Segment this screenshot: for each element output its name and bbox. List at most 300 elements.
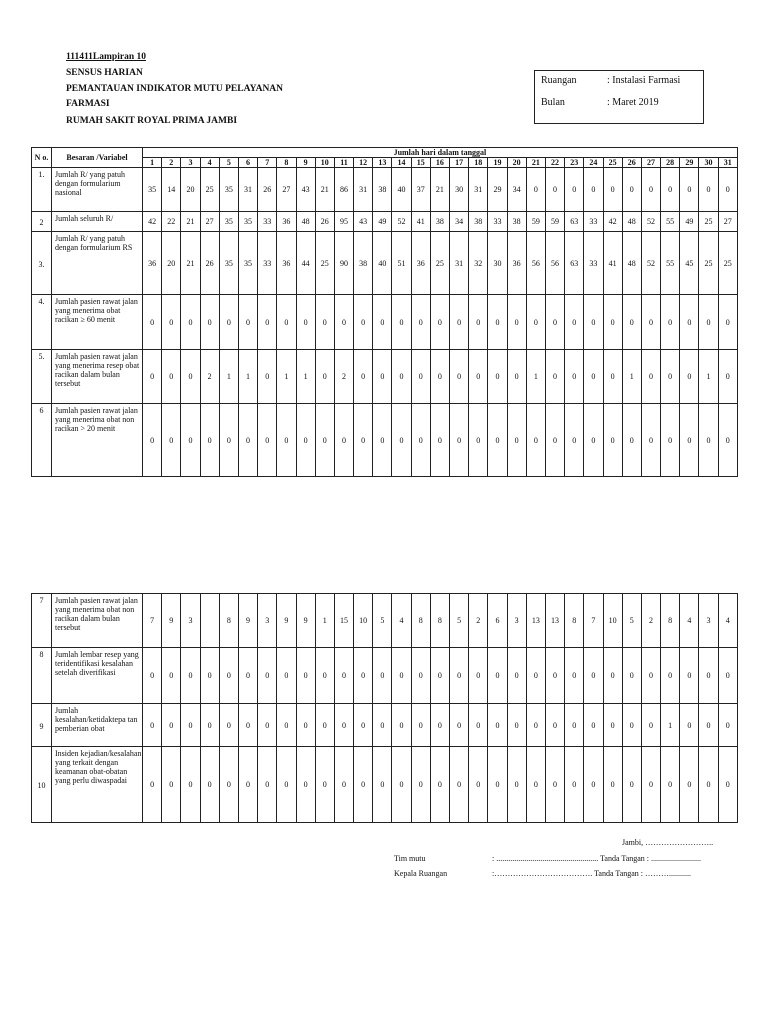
day-value-cell: 0 — [219, 747, 238, 823]
census-table-part2 — [31, 593, 738, 823]
day-value-cell: 0 — [373, 350, 392, 404]
table-row — [32, 350, 738, 404]
day-value-cell: 59 — [526, 212, 545, 232]
day-value-cell: 0 — [373, 704, 392, 747]
variable-label: Jumlah R/ yang patuh dengan formularium nasional — [52, 168, 143, 212]
day-value-cell: 0 — [430, 295, 449, 350]
day-value-cell: 0 — [680, 404, 699, 477]
day-header-17: 17 — [450, 158, 469, 168]
day-value-cell: 0 — [411, 704, 430, 747]
day-value-cell: 0 — [334, 747, 353, 823]
day-value-cell: 0 — [565, 404, 584, 477]
day-value-cell: 26 — [258, 168, 277, 212]
variable-label: Jumlah lembar resep yang teridentifikasi kesalahan setelah diverifikasi — [52, 648, 143, 704]
day-header-27: 27 — [641, 158, 660, 168]
day-value-cell: 0 — [469, 747, 488, 823]
table-row — [32, 594, 738, 648]
day-value-cell: 0 — [162, 648, 181, 704]
day-value-cell: 0 — [277, 404, 296, 477]
day-header-30: 30 — [699, 158, 718, 168]
day-value-cell: 0 — [354, 648, 373, 704]
day-value-cell: 0 — [450, 350, 469, 404]
day-value-cell: 0 — [181, 350, 200, 404]
day-header-6: 6 — [238, 158, 257, 168]
day-value-cell: 0 — [354, 704, 373, 747]
day-value-cell: 86 — [334, 168, 353, 212]
day-value-cell: 0 — [219, 404, 238, 477]
day-value-cell: 32 — [469, 232, 488, 295]
day-value-cell: 3 — [181, 594, 200, 648]
day-value-cell: 0 — [603, 295, 622, 350]
day-value-cell: 9 — [238, 594, 257, 648]
day-value-cell: 0 — [603, 404, 622, 477]
table-row — [32, 168, 738, 212]
day-header-31: 31 — [718, 158, 737, 168]
table-row — [32, 704, 738, 747]
day-value-cell: 33 — [258, 212, 277, 232]
room-info-box — [534, 70, 704, 124]
day-value-cell: 55 — [661, 232, 680, 295]
table-row — [32, 212, 738, 232]
day-value-cell: 0 — [181, 295, 200, 350]
day-value-cell: 0 — [334, 295, 353, 350]
day-value-cell: 49 — [680, 212, 699, 232]
day-value-cell: 0 — [699, 404, 718, 477]
day-value-cell: 0 — [258, 404, 277, 477]
day-header-29: 29 — [680, 158, 699, 168]
variable-label: Jumlah pasien rawat jalan yang menerima obat racikan ≥ 60 menit — [52, 295, 143, 350]
day-value-cell: 5 — [373, 594, 392, 648]
day-value-cell: 0 — [296, 648, 315, 704]
day-value-cell: 0 — [488, 648, 507, 704]
variable-label: Insiden kejadian/kesalahan yang terkait dengan keamanan obat-obatan yang perlu diwaspadai — [52, 747, 143, 823]
day-value-cell: 4 — [680, 594, 699, 648]
hospital-name: RUMAH SAKIT ROYAL PRIMA JAMBI — [66, 116, 238, 126]
day-value-cell: 95 — [334, 212, 353, 232]
day-header-26: 26 — [622, 158, 641, 168]
row-number: 3. — [32, 232, 52, 295]
day-value-cell: 0 — [373, 295, 392, 350]
day-value-cell: 27 — [200, 212, 219, 232]
head-of-room-label: Kepala Ruangan — [394, 869, 448, 878]
day-value-cell: 0 — [641, 648, 660, 704]
day-value-cell: 0 — [354, 747, 373, 823]
day-value-cell: 38 — [507, 212, 526, 232]
day-value-cell: 0 — [277, 648, 296, 704]
day-value-cell: 25 — [430, 232, 449, 295]
day-value-cell: 0 — [545, 350, 564, 404]
day-value-cell: 31 — [469, 168, 488, 212]
day-value-cell: 0 — [373, 404, 392, 477]
day-value-cell: 0 — [545, 168, 564, 212]
day-value-cell: 33 — [258, 232, 277, 295]
day-value-cell: 0 — [430, 404, 449, 477]
day-value-cell: 8 — [219, 594, 238, 648]
day-value-cell: 0 — [219, 648, 238, 704]
document-title-line1: SENSUS HARIAN — [66, 68, 143, 78]
day-value-cell: 35 — [238, 232, 257, 295]
day-header-24: 24 — [584, 158, 603, 168]
day-value-cell: 29 — [488, 168, 507, 212]
day-value-cell: 40 — [373, 232, 392, 295]
day-value-cell: 0 — [354, 404, 373, 477]
day-header-14: 14 — [392, 158, 411, 168]
day-value-cell: 0 — [718, 404, 737, 477]
table-row — [32, 232, 738, 295]
row-number: 5. — [32, 350, 52, 404]
day-value-cell: 1 — [238, 350, 257, 404]
day-value-cell: 0 — [354, 295, 373, 350]
day-value-cell: 0 — [238, 648, 257, 704]
variable-header: Besaran /Variabel — [52, 148, 143, 168]
day-header-1: 1 — [143, 158, 162, 168]
day-value-cell: 0 — [603, 168, 622, 212]
day-value-cell: 1 — [277, 350, 296, 404]
day-value-cell: 0 — [584, 350, 603, 404]
day-value-cell: 30 — [450, 168, 469, 212]
day-value-cell: 0 — [488, 704, 507, 747]
place-date: Jambi, …………………….. — [622, 838, 714, 847]
day-value-cell: 36 — [277, 232, 296, 295]
day-header-19: 19 — [488, 158, 507, 168]
day-header-18: 18 — [469, 158, 488, 168]
day-value-cell: 0 — [334, 704, 353, 747]
day-value-cell: 0 — [661, 747, 680, 823]
day-value-cell: 31 — [238, 168, 257, 212]
day-value-cell: 0 — [354, 350, 373, 404]
day-value-cell: 0 — [450, 404, 469, 477]
day-value-cell: 0 — [622, 648, 641, 704]
day-value-cell: 5 — [450, 594, 469, 648]
day-value-cell: 0 — [699, 747, 718, 823]
day-value-cell: 0 — [603, 704, 622, 747]
room-label: Ruangan — [541, 75, 577, 86]
day-value-cell: 34 — [450, 212, 469, 232]
day-value-cell: 0 — [488, 747, 507, 823]
day-value-cell: 0 — [507, 704, 526, 747]
day-value-cell: 48 — [622, 212, 641, 232]
day-value-cell: 0 — [373, 747, 392, 823]
table-row — [32, 648, 738, 704]
day-value-cell: 35 — [219, 232, 238, 295]
day-value-cell: 0 — [181, 648, 200, 704]
variable-label: Jumlah kesalahan/ketidaktepa tan pemberian obat — [52, 704, 143, 747]
day-value-cell: 0 — [488, 404, 507, 477]
day-value-cell: 63 — [565, 232, 584, 295]
day-value-cell: 25 — [699, 212, 718, 232]
day-value-cell: 26 — [200, 232, 219, 295]
day-value-cell: 1 — [296, 350, 315, 404]
day-value-cell: 0 — [258, 648, 277, 704]
day-value-cell: 0 — [450, 648, 469, 704]
day-value-cell: 0 — [162, 295, 181, 350]
day-value-cell: 0 — [143, 350, 162, 404]
day-value-cell: 35 — [219, 168, 238, 212]
day-value-cell: 36 — [411, 232, 430, 295]
day-value-cell: 52 — [641, 212, 660, 232]
day-value-cell: 21 — [315, 168, 334, 212]
day-header-3: 3 — [181, 158, 200, 168]
day-value-cell: 34 — [507, 168, 526, 212]
day-value-cell: 0 — [238, 747, 257, 823]
day-value-cell: 13 — [526, 594, 545, 648]
row-number: 1. — [32, 168, 52, 212]
day-value-cell: 0 — [603, 648, 622, 704]
day-value-cell: 0 — [584, 704, 603, 747]
day-value-cell: 0 — [315, 704, 334, 747]
day-value-cell: 0 — [680, 295, 699, 350]
day-value-cell: 25 — [718, 232, 737, 295]
day-value-cell: 0 — [718, 648, 737, 704]
day-value-cell: 43 — [354, 212, 373, 232]
day-value-cell: 35 — [219, 212, 238, 232]
day-value-cell: 0 — [277, 295, 296, 350]
day-value-cell: 45 — [680, 232, 699, 295]
month-label: Bulan — [541, 97, 565, 108]
day-value-cell: 0 — [430, 747, 449, 823]
day-value-cell: 0 — [622, 168, 641, 212]
row-number: 9 — [32, 704, 52, 747]
day-value-cell: 0 — [181, 747, 200, 823]
day-value-cell: 0 — [565, 704, 584, 747]
day-value-cell: 36 — [507, 232, 526, 295]
day-value-cell: 0 — [258, 350, 277, 404]
day-value-cell: 0 — [488, 295, 507, 350]
day-value-cell: 90 — [334, 232, 353, 295]
day-value-cell: 0 — [450, 747, 469, 823]
day-value-cell: 56 — [526, 232, 545, 295]
day-value-cell: 0 — [622, 295, 641, 350]
day-value-cell: 49 — [373, 212, 392, 232]
day-value-cell: 0 — [641, 747, 660, 823]
day-value-cell: 41 — [411, 212, 430, 232]
day-value-cell: 36 — [143, 232, 162, 295]
day-value-cell: 0 — [411, 404, 430, 477]
day-value-cell: 1 — [315, 594, 334, 648]
quality-team-signature-line: : ................................................... Tanda Tangan : ......................... — [492, 854, 702, 863]
day-value-cell: 2 — [334, 350, 353, 404]
day-value-cell: 38 — [469, 212, 488, 232]
day-value-cell: 0 — [238, 704, 257, 747]
day-value-cell: 0 — [219, 295, 238, 350]
day-value-cell: 21 — [181, 212, 200, 232]
day-value-cell: 0 — [450, 295, 469, 350]
day-value-cell: 1 — [661, 704, 680, 747]
day-value-cell: 0 — [181, 704, 200, 747]
day-value-cell: 0 — [430, 704, 449, 747]
day-value-cell: 0 — [680, 704, 699, 747]
variable-label: Jumlah pasien rawat jalan yang menerima obat non racikan dalam bulan tersebut — [52, 594, 143, 648]
day-value-cell: 0 — [565, 350, 584, 404]
day-value-cell: 10 — [354, 594, 373, 648]
day-value-cell: 0 — [526, 747, 545, 823]
day-value-cell: 0 — [143, 404, 162, 477]
day-value-cell: 0 — [469, 648, 488, 704]
attachment-label: 111411Lampiran 10 — [66, 52, 146, 62]
day-value-cell: 0 — [680, 168, 699, 212]
day-value-cell: 0 — [699, 168, 718, 212]
day-value-cell: 0 — [584, 404, 603, 477]
day-value-cell: 3 — [258, 594, 277, 648]
day-value-cell: 20 — [181, 168, 200, 212]
day-value-cell: 8 — [411, 594, 430, 648]
day-value-cell: 2 — [641, 594, 660, 648]
day-value-cell: 0 — [143, 704, 162, 747]
table-row — [32, 404, 738, 477]
day-value-cell: 56 — [545, 232, 564, 295]
day-value-cell: 44 — [296, 232, 315, 295]
day-value-cell: 0 — [641, 350, 660, 404]
day-value-cell: 0 — [392, 404, 411, 477]
day-value-cell: 0 — [565, 747, 584, 823]
row-number: 8 — [32, 648, 52, 704]
day-value-cell: 48 — [622, 232, 641, 295]
row-number: 7 — [32, 594, 52, 648]
day-value-cell: 0 — [622, 404, 641, 477]
day-value-cell: 0 — [200, 404, 219, 477]
day-value-cell: 0 — [545, 295, 564, 350]
day-value-cell: 0 — [296, 704, 315, 747]
day-value-cell: 0 — [699, 295, 718, 350]
day-value-cell: 7 — [143, 594, 162, 648]
day-value-cell: 31 — [450, 232, 469, 295]
day-value-cell: 0 — [507, 404, 526, 477]
day-value-cell: 4 — [718, 594, 737, 648]
day-value-cell: 0 — [200, 648, 219, 704]
day-value-cell: 0 — [143, 648, 162, 704]
day-value-cell: 0 — [143, 747, 162, 823]
day-value-cell: 41 — [603, 232, 622, 295]
day-value-cell: 0 — [699, 704, 718, 747]
day-value-cell: 6 — [488, 594, 507, 648]
day-value-cell: 25 — [699, 232, 718, 295]
day-value-cell: 0 — [200, 295, 219, 350]
day-value-cell: 0 — [373, 648, 392, 704]
quality-team-label: Tim mutu — [394, 854, 426, 863]
day-value-cell: 0 — [296, 747, 315, 823]
day-header-15: 15 — [411, 158, 430, 168]
day-value-cell: 1 — [699, 350, 718, 404]
day-value-cell: 1 — [526, 350, 545, 404]
day-value-cell: 63 — [565, 212, 584, 232]
day-value-cell: 1 — [219, 350, 238, 404]
day-value-cell: 0 — [258, 295, 277, 350]
day-header-16: 16 — [430, 158, 449, 168]
day-value-cell: 0 — [238, 295, 257, 350]
day-value-cell: 0 — [545, 704, 564, 747]
day-value-cell: 0 — [622, 747, 641, 823]
head-of-room-signature-line: :………………………………. Tanda Tangan : ………........... — [492, 869, 692, 878]
day-value-cell: 2 — [200, 350, 219, 404]
day-value-cell: 8 — [565, 594, 584, 648]
day-value-cell: 36 — [277, 212, 296, 232]
day-header-25: 25 — [603, 158, 622, 168]
day-header-9: 9 — [296, 158, 315, 168]
day-value-cell: 0 — [469, 350, 488, 404]
day-value-cell: 25 — [315, 232, 334, 295]
day-value-cell: 0 — [296, 295, 315, 350]
day-value-cell: 21 — [181, 232, 200, 295]
day-value-cell: 0 — [526, 404, 545, 477]
variable-label: Jumlah pasien rawat jalan yang menerima obat non racikan > 20 menit — [52, 404, 143, 477]
day-value-cell: 4 — [392, 594, 411, 648]
day-value-cell: 0 — [641, 168, 660, 212]
day-value-cell: 0 — [392, 350, 411, 404]
day-value-cell: 27 — [277, 168, 296, 212]
day-value-cell: 0 — [526, 704, 545, 747]
day-value-cell: 0 — [661, 350, 680, 404]
day-value-cell: 0 — [469, 704, 488, 747]
day-value-cell: 0 — [661, 168, 680, 212]
day-value-cell: 0 — [507, 648, 526, 704]
table-row — [32, 295, 738, 350]
day-value-cell: 0 — [565, 648, 584, 704]
day-value-cell: 0 — [507, 350, 526, 404]
day-value-cell: 0 — [545, 404, 564, 477]
day-value-cell: 0 — [584, 648, 603, 704]
day-header-10: 10 — [315, 158, 334, 168]
day-value-cell: 5 — [622, 594, 641, 648]
day-value-cell: 9 — [162, 594, 181, 648]
day-value-cell: 0 — [315, 350, 334, 404]
day-value-cell: 0 — [411, 648, 430, 704]
day-value-cell: 7 — [584, 594, 603, 648]
document-title-line2: PEMANTAUAN INDIKATOR MUTU PELAYANAN — [66, 84, 284, 94]
day-value-cell: 9 — [277, 594, 296, 648]
day-value-cell: 0 — [450, 704, 469, 747]
day-value-cell: 0 — [296, 404, 315, 477]
day-value-cell: 38 — [430, 212, 449, 232]
days-header: Jumlah hari dalam tanggal — [143, 148, 738, 158]
day-value-cell: 30 — [488, 232, 507, 295]
day-value-cell: 0 — [680, 350, 699, 404]
day-value-cell: 0 — [277, 704, 296, 747]
day-value-cell: 27 — [718, 212, 737, 232]
day-value-cell: 2 — [469, 594, 488, 648]
day-value-cell: 0 — [143, 295, 162, 350]
day-value-cell: 1 — [622, 350, 641, 404]
day-value-cell: 0 — [392, 747, 411, 823]
day-value-cell: 0 — [392, 704, 411, 747]
day-header-23: 23 — [565, 158, 584, 168]
day-value-cell: 0 — [469, 404, 488, 477]
day-value-cell: 33 — [584, 212, 603, 232]
day-value-cell: 0 — [162, 747, 181, 823]
day-value-cell: 0 — [565, 168, 584, 212]
day-value-cell: 37 — [411, 168, 430, 212]
table-row — [32, 747, 738, 823]
day-value-cell: 33 — [584, 232, 603, 295]
day-value-cell: 0 — [661, 648, 680, 704]
day-value-cell: 0 — [315, 747, 334, 823]
day-value-cell: 0 — [219, 704, 238, 747]
day-header-4: 4 — [200, 158, 219, 168]
day-header-7: 7 — [258, 158, 277, 168]
day-value-cell: 0 — [661, 404, 680, 477]
day-value-cell: 0 — [718, 295, 737, 350]
day-value-cell: 0 — [411, 747, 430, 823]
day-value-cell: 0 — [200, 704, 219, 747]
day-value-cell: 43 — [296, 168, 315, 212]
day-value-cell: 0 — [661, 295, 680, 350]
day-header-13: 13 — [373, 158, 392, 168]
row-number: 6 — [32, 404, 52, 477]
day-value-cell: 0 — [181, 404, 200, 477]
day-value-cell: 52 — [392, 212, 411, 232]
day-value-cell: 0 — [718, 704, 737, 747]
day-value-cell: 21 — [430, 168, 449, 212]
day-value-cell: 0 — [430, 350, 449, 404]
